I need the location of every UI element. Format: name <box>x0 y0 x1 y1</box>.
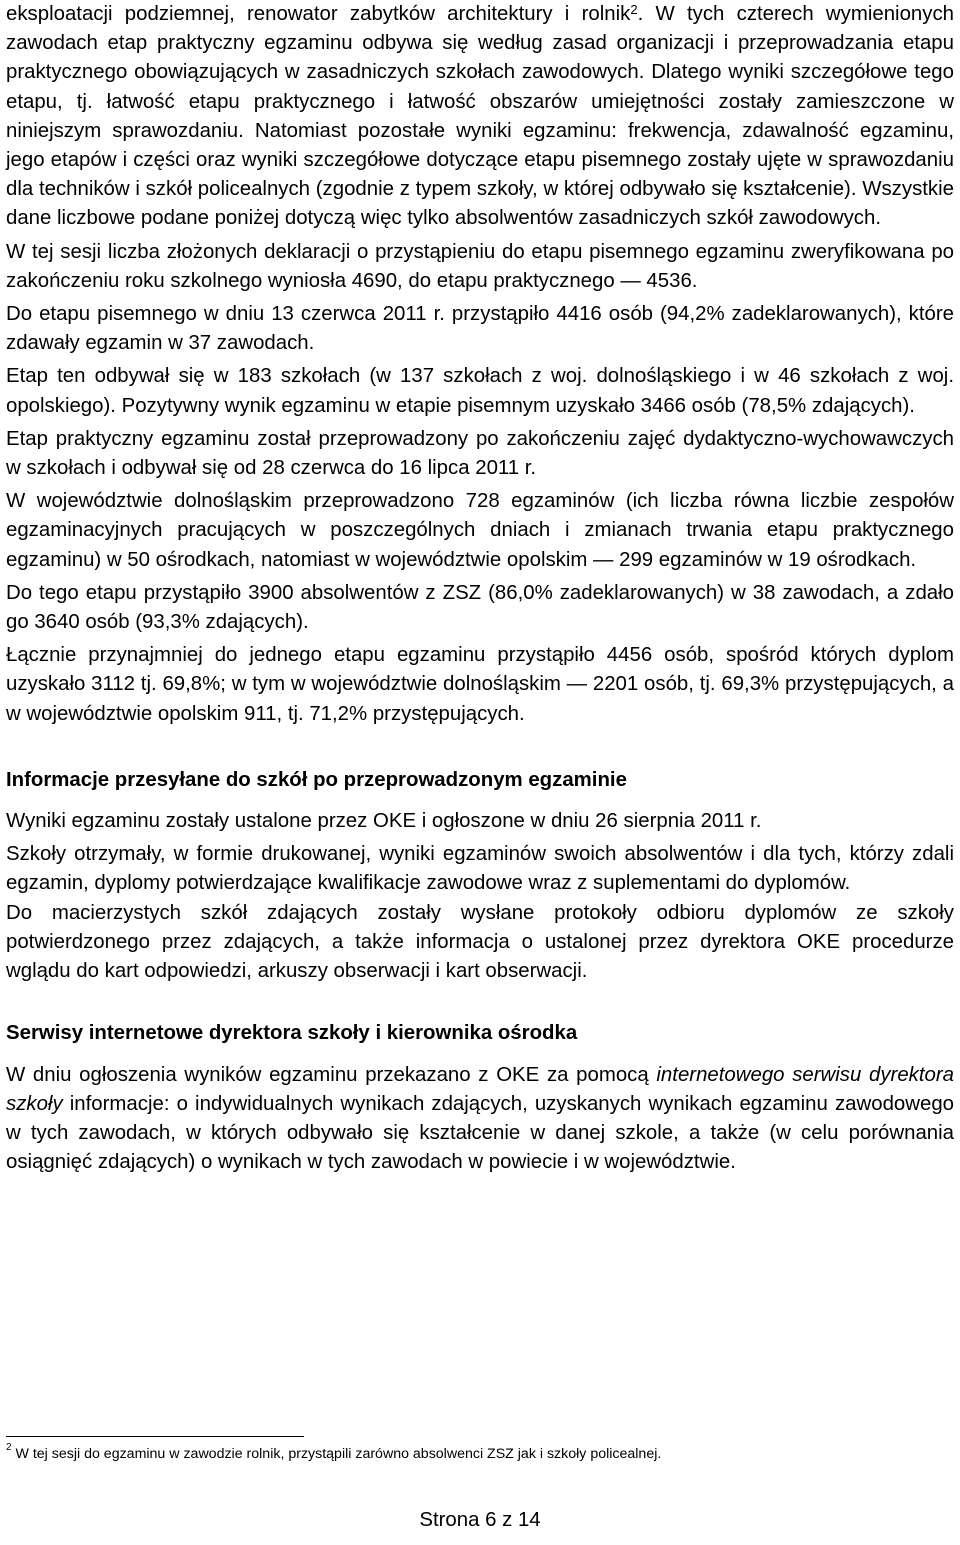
paragraph-text: informacje: o indywidualnych wynikach zdających, uzyskanych wynikach egzaminu zawodowego w tych zawodach, w których odbywało się kształcenie w danej szkole, a także (w celu porównania osiągnięć zdających) o wynikach w tych zawodach w powiecie i w województwie. <box>6 1092 954 1174</box>
footnote-divider <box>6 1436 304 1437</box>
body-paragraph-1 <box>6 0 954 234</box>
body-paragraph-4: Etap ten odbywał się w 183 szkołach (w 137 szkołach z woj. dolnośląskiego i w 46 szkołach z woj. opolskiego). Pozytywny wynik egzaminu w etapie pisemnym uzyskało 3466 osób (78,5% zdających). <box>6 365 954 417</box>
footnote-marker: 2 <box>6 1442 12 1453</box>
section1-paragraph-2: Szkoły otrzymały, w formie drukowanej, wyniki egzaminów swoich absolwentów i dla tych, którzy zdali egzamin, dyplomy potwierdzające kwalifikacje zawodowe wraz z suplementami do dyplomów. <box>6 843 954 895</box>
footnote <box>6 1444 954 1464</box>
section-heading-serwisy: Serwisy internetowe dyrektora szkoły i kierownika ośrodka <box>6 1022 578 1045</box>
body-paragraph-3: Do etapu pisemnego w dniu 13 czerwca 2011 r. przystąpiło 4416 osób (94,2% zadeklarowanych), które zdawały egzamin w 37 zawodach. <box>6 303 954 355</box>
section2-paragraph <box>6 1061 954 1178</box>
paragraph-text: W dniu ogłoszenia wyników egzaminu przekazano z OKE za pomocą <box>6 1063 657 1086</box>
italic-service-name: internetowego serwisu dyrektora szkoły <box>6 1063 954 1115</box>
footnote-reference: 2 <box>630 2 638 17</box>
body-paragraph-8: Łącznie przynajmniej do jednego etapu egzaminu przystąpiło 4456 osób, spośród których dyplom uzyskało 3112 tj. 69,8%; w tym w województwie dolnośląskim — 2201 osób, tj. 69,3% przystępujących, a w województwie opolskim 911, tj. 71,2% przystępujących. <box>6 644 954 725</box>
body-paragraph-5: Etap praktyczny egzaminu został przeprowadzony po zakończeniu zajęć dydaktyczno-wychowawczych w szkołach i odbywał się od 28 czerwca do 16 lipca 2011 r. <box>6 427 954 480</box>
body-paragraph-2: W tej sesji liczba złożonych deklaracji o przystąpieniu do etapu pisemnego egzaminu zweryfikowana po zakończeniu roku szkolnego wyniosła 4690, do etapu praktycznego — 4536. <box>6 240 954 292</box>
footnote-text: W tej sesji do egzaminu w zawodzie rolnik, przystąpili zarówno absolwenci ZSZ jak i szkoły policealnej. <box>11 1446 662 1462</box>
page-number: Strona 6 z 14 <box>419 1509 541 1531</box>
section-heading-informacje: Informacje przesyłane do szkół po przeprowadzonym egzaminie <box>6 768 627 791</box>
body-paragraph-7: Do tego etapu przystąpiło 3900 absolwentów z ZSZ (86,0% zadeklarowanych) w 38 zawodach, a zdało go 3640 osób (93,3% zdających). <box>6 581 954 634</box>
paragraph-text: . W tych czterech wymienionych zawodach etap praktyczny egzaminu odbywa się według zasad organizacji i przeprowadzania etapu praktycznego obowiązujących w zasadniczych szkołach zawodowych. Dlatego wyniki szczegółowe tego etapu, tj. łatwość etapu praktycznego i łatwość obszarów umiejętności zostały zamieszczone w niniejszym sprawozdaniu. Natomiast pozostałe wyniki egzaminu: frekwencja, zdawalność egzaminu, jego etapów i części oraz wyniki szczegółowe dotyczące etapu pisemnego zostały ujęte w sprawozdaniu dla techników i szkół policealnych (zgodnie z typem szkoły, w której odbywało się kształcenie). Wszystkie dane liczbowe podane poniżej dotyczą więc tylko absolwentów zasadniczych szkół zawodowych. <box>6 3 954 230</box>
body-paragraph-6: W województwie dolnośląskim przeprowadzono 728 egzaminów (ich liczba równa liczbie zespołów egzaminacyjnych pracujących w poszczególnych dniach i zmianach trwania etapu praktycznego egzaminu) w 50 ośrodkach, natomiast w województwie opolskim — 299 egzaminów w 19 ośrodkach. <box>6 490 954 571</box>
paragraph-text: eksploatacji podziemnej, renowator zabytków architektury i rolnik <box>6 3 631 25</box>
section1-paragraph-3: Do macierzystych szkół zdających zostały wysłane protokoły odbioru dyplomów ze szkoły potwierdzonego przez zdających, a także informacja o ustalonej przez dyrektora OKE procedurze wglądu do kart odpowiedzi, arkuszy obserwacji i kart obserwacji. <box>6 901 954 983</box>
document-page <box>6 0 954 1177</box>
section1-paragraph-1: Wyniki egzaminu zostały ustalone przez OKE i ogłoszone w dniu 26 sierpnia 2011 r. <box>6 810 762 833</box>
